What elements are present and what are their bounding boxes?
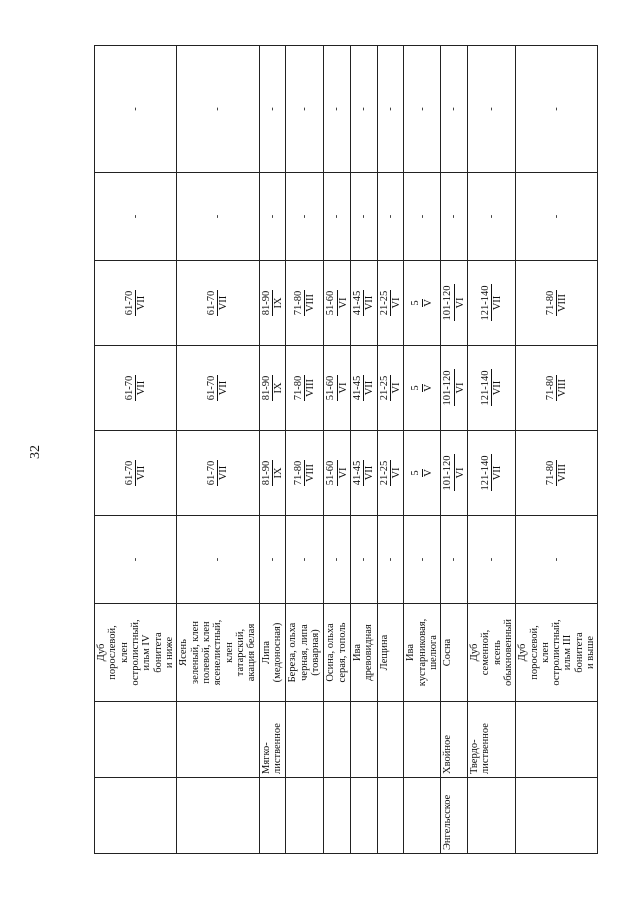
age-range: 71-80 bbox=[292, 290, 304, 316]
fraction bbox=[410, 383, 434, 393]
age-range: 5 bbox=[410, 300, 422, 306]
fraction bbox=[206, 375, 230, 402]
age-class-cell bbox=[324, 261, 351, 346]
age-class: VI bbox=[454, 467, 466, 479]
fraction bbox=[379, 290, 403, 317]
age-class-cell bbox=[177, 431, 259, 516]
value-cell: - bbox=[177, 516, 259, 604]
species-line: ясенелистный, bbox=[212, 619, 224, 686]
species-line: Лещина bbox=[378, 634, 390, 671]
fraction bbox=[442, 285, 466, 322]
age-class-cell bbox=[467, 431, 515, 516]
species-cell bbox=[177, 604, 259, 702]
fraction bbox=[293, 290, 317, 317]
economy-section-cell: Мягко-лиственное bbox=[259, 702, 286, 778]
species-line: ильм IV bbox=[141, 634, 153, 671]
species-line: Сосна bbox=[442, 638, 454, 667]
fraction bbox=[325, 290, 349, 317]
species-line: обыкновенный bbox=[502, 618, 514, 687]
age-range: 101-120 bbox=[442, 370, 454, 406]
age-class: VII bbox=[136, 465, 148, 481]
species-line: остролистный, bbox=[129, 619, 141, 686]
age-range: 81-90 bbox=[260, 460, 272, 486]
value-cell: - bbox=[324, 173, 351, 261]
forestry-cell bbox=[516, 778, 598, 854]
species-line: и выше bbox=[585, 636, 597, 670]
economy-section-cell bbox=[286, 702, 324, 778]
age-class-cell bbox=[177, 261, 259, 346]
economy-section-cell bbox=[350, 702, 377, 778]
species-line: полевой, клен bbox=[200, 621, 212, 684]
age-class: VII bbox=[218, 295, 230, 311]
age-class: IX bbox=[272, 297, 284, 309]
value-cell: - bbox=[286, 46, 324, 173]
age-range: 121-140 bbox=[479, 455, 491, 491]
age-range: 101-120 bbox=[442, 285, 454, 321]
age-class: VII bbox=[136, 295, 148, 311]
species-line: порослевой, bbox=[528, 625, 540, 680]
age-range: 61-70 bbox=[123, 375, 135, 401]
species-line: серая, тополь bbox=[336, 622, 348, 683]
age-range: 21-25 bbox=[378, 460, 390, 486]
age-class-cell bbox=[350, 346, 377, 431]
age-class: VII bbox=[492, 295, 504, 311]
forestry-cell bbox=[286, 778, 324, 854]
age-class-cell bbox=[286, 346, 324, 431]
species-line: остролистный, bbox=[551, 619, 563, 686]
fraction bbox=[261, 375, 285, 402]
value-cell: - bbox=[95, 173, 177, 261]
table-row bbox=[404, 46, 441, 854]
age-class-cell bbox=[377, 431, 404, 516]
species-line: порослевой, bbox=[107, 625, 119, 680]
age-range: 121-140 bbox=[479, 285, 491, 321]
age-class-cell bbox=[404, 346, 441, 431]
species-line: Дуб bbox=[96, 643, 107, 662]
species-line: Ясень bbox=[178, 639, 190, 666]
age-range: 81-90 bbox=[260, 375, 272, 401]
age-range: 61-70 bbox=[206, 460, 218, 486]
species-line: Дуб bbox=[517, 643, 529, 662]
forestry-cell bbox=[350, 778, 377, 854]
value-cell: - bbox=[350, 516, 377, 604]
fraction bbox=[410, 298, 434, 308]
value-cell: - bbox=[324, 516, 351, 604]
age-class-cell bbox=[516, 346, 598, 431]
age-class: VII bbox=[492, 380, 504, 396]
fraction bbox=[442, 370, 466, 407]
age-range: 71-80 bbox=[292, 375, 304, 401]
fraction bbox=[293, 375, 317, 402]
fraction bbox=[480, 285, 504, 322]
age-class: V bbox=[422, 469, 434, 477]
age-range: 101-120 bbox=[442, 455, 454, 491]
fraction bbox=[206, 290, 230, 317]
fraction bbox=[545, 375, 569, 402]
table-row bbox=[286, 46, 324, 854]
forestry-cell: Энгельсское bbox=[441, 778, 468, 854]
fraction bbox=[124, 290, 148, 317]
value-cell: - bbox=[350, 173, 377, 261]
age-class: VII bbox=[136, 380, 148, 396]
value-cell: - bbox=[286, 516, 324, 604]
age-class-cell bbox=[467, 261, 515, 346]
age-range: 61-70 bbox=[123, 290, 135, 316]
species-line: Осина, ольха bbox=[325, 623, 337, 682]
age-class-cell bbox=[259, 431, 286, 516]
value-cell: - bbox=[516, 173, 598, 261]
age-class: VI bbox=[390, 382, 402, 394]
age-class: VII bbox=[364, 295, 376, 311]
age-range: 51-60 bbox=[325, 375, 337, 401]
age-class-cell bbox=[516, 261, 598, 346]
age-class-cell bbox=[516, 431, 598, 516]
species-line: Ива bbox=[351, 643, 363, 662]
age-class: IX bbox=[272, 382, 284, 394]
age-class: VI bbox=[390, 297, 402, 309]
age-class-cell bbox=[286, 431, 324, 516]
age-range: 51-60 bbox=[325, 460, 337, 486]
economy-section-cell bbox=[324, 702, 351, 778]
age-class: VII bbox=[218, 380, 230, 396]
value-cell: - bbox=[177, 173, 259, 261]
value-cell: - bbox=[441, 173, 468, 261]
age-class-cell bbox=[286, 261, 324, 346]
age-class-cell bbox=[95, 261, 177, 346]
species-cell bbox=[404, 604, 441, 702]
fraction bbox=[379, 375, 403, 402]
species-cell bbox=[324, 604, 351, 702]
age-range: 41-45 bbox=[351, 460, 363, 486]
value-cell: - bbox=[516, 46, 598, 173]
age-class-cell bbox=[467, 346, 515, 431]
age-class-cell bbox=[441, 261, 468, 346]
value-cell: - bbox=[350, 46, 377, 173]
forestry-cell bbox=[324, 778, 351, 854]
species-line: акация белая bbox=[246, 623, 258, 682]
fraction bbox=[325, 375, 349, 402]
table-row bbox=[467, 46, 515, 854]
economy-section-cell bbox=[177, 702, 259, 778]
species-cell bbox=[350, 604, 377, 702]
age-class-cell bbox=[259, 261, 286, 346]
age-class: VI bbox=[390, 467, 402, 479]
table-row bbox=[177, 46, 259, 854]
economy-section-cell: Твердо-лиственное bbox=[467, 702, 515, 778]
species-line: зеленый, клен bbox=[189, 621, 201, 684]
age-range: 21-25 bbox=[378, 290, 390, 316]
value-cell: - bbox=[286, 173, 324, 261]
table-row bbox=[441, 46, 468, 854]
age-class: VIII bbox=[557, 463, 569, 483]
forestry-cell bbox=[377, 778, 404, 854]
age-class-cell bbox=[404, 261, 441, 346]
table-row bbox=[259, 46, 286, 854]
age-class: V bbox=[422, 384, 434, 392]
value-cell: - bbox=[259, 516, 286, 604]
fraction bbox=[545, 290, 569, 317]
species-line: (медоносная) bbox=[271, 622, 283, 683]
economy-section-cell bbox=[95, 702, 177, 778]
age-class-cell bbox=[177, 346, 259, 431]
species-line: бонитета bbox=[152, 632, 164, 673]
age-class: IX bbox=[272, 467, 284, 479]
value-cell: - bbox=[441, 516, 468, 604]
fraction bbox=[352, 290, 376, 317]
age-range: 81-90 bbox=[260, 290, 272, 316]
species-line: древовидная bbox=[363, 624, 375, 681]
fraction bbox=[124, 375, 148, 402]
age-class: VI bbox=[454, 297, 466, 309]
age-class: VIII bbox=[557, 378, 569, 398]
age-range: 41-45 bbox=[351, 290, 363, 316]
forestry-cell bbox=[404, 778, 441, 854]
fraction bbox=[352, 375, 376, 402]
table-row bbox=[324, 46, 351, 854]
age-range: 51-60 bbox=[325, 290, 337, 316]
species-line: семенной, bbox=[480, 629, 492, 676]
fraction bbox=[480, 370, 504, 407]
age-class: VII bbox=[218, 465, 230, 481]
age-class-cell bbox=[324, 431, 351, 516]
age-class-cell bbox=[377, 261, 404, 346]
fraction bbox=[545, 460, 569, 487]
value-cell: - bbox=[404, 173, 441, 261]
age-class-cell bbox=[259, 346, 286, 431]
age-range: 71-80 bbox=[544, 460, 556, 486]
fraction bbox=[293, 460, 317, 487]
value-cell: - bbox=[259, 46, 286, 173]
age-range: 41-45 bbox=[351, 375, 363, 401]
value-cell: - bbox=[95, 46, 177, 173]
value-cell: - bbox=[95, 516, 177, 604]
species-line: ильм III bbox=[562, 634, 574, 671]
age-class: VI bbox=[337, 467, 349, 479]
page-number: 32 bbox=[28, 445, 43, 459]
fraction bbox=[410, 468, 434, 478]
table-body bbox=[95, 46, 598, 854]
table-row bbox=[377, 46, 404, 854]
age-class: VI bbox=[337, 297, 349, 309]
species-line: Липа bbox=[260, 640, 272, 665]
age-class: VII bbox=[364, 380, 376, 396]
forestry-cell bbox=[259, 778, 286, 854]
forestry-cell bbox=[177, 778, 259, 854]
fraction bbox=[261, 460, 285, 487]
value-cell: - bbox=[259, 173, 286, 261]
table-canvas bbox=[94, 46, 597, 854]
species-line: ясень bbox=[491, 640, 503, 665]
age-range: 5 bbox=[410, 385, 422, 391]
age-range: 61-70 bbox=[206, 375, 218, 401]
age-range: 61-70 bbox=[123, 460, 135, 486]
age-class-cell bbox=[377, 346, 404, 431]
forest-age-table bbox=[94, 45, 598, 854]
fraction bbox=[124, 460, 148, 487]
value-cell: - bbox=[516, 516, 598, 604]
age-range: 71-80 bbox=[544, 290, 556, 316]
species-line: Ива bbox=[405, 643, 417, 662]
value-cell: - bbox=[467, 173, 515, 261]
fraction bbox=[261, 290, 285, 317]
value-cell: - bbox=[441, 46, 468, 173]
rotated-table-area bbox=[94, 46, 597, 854]
age-class-cell bbox=[350, 431, 377, 516]
value-cell: - bbox=[467, 516, 515, 604]
age-class-cell bbox=[350, 261, 377, 346]
table-row bbox=[350, 46, 377, 854]
value-cell: - bbox=[324, 46, 351, 173]
forestry-cell bbox=[467, 778, 515, 854]
age-class: VII bbox=[492, 465, 504, 481]
value-cell: - bbox=[404, 46, 441, 173]
species-line: черная, липа bbox=[298, 624, 310, 681]
value-cell: - bbox=[377, 516, 404, 604]
species-line: и ниже bbox=[163, 636, 175, 669]
value-cell: - bbox=[404, 516, 441, 604]
species-line: клен bbox=[539, 642, 551, 663]
age-class: VIII bbox=[305, 293, 317, 313]
species-line: клен bbox=[118, 642, 130, 663]
age-class: VIII bbox=[557, 293, 569, 313]
species-cell bbox=[516, 604, 598, 702]
economy-section-cell: Хвойное bbox=[441, 702, 468, 778]
age-range: 5 bbox=[410, 470, 422, 476]
age-range: 71-80 bbox=[292, 460, 304, 486]
age-class: V bbox=[422, 299, 434, 307]
table-row bbox=[95, 46, 177, 854]
age-class-cell bbox=[404, 431, 441, 516]
age-class-cell bbox=[441, 346, 468, 431]
economy-section-cell bbox=[404, 702, 441, 778]
fraction bbox=[442, 455, 466, 492]
age-class-cell bbox=[324, 346, 351, 431]
fraction bbox=[379, 460, 403, 487]
species-cell bbox=[95, 604, 177, 702]
age-range: 121-140 bbox=[479, 370, 491, 406]
value-cell: - bbox=[377, 173, 404, 261]
species-cell bbox=[286, 604, 324, 702]
species-line: Дуб bbox=[468, 643, 480, 662]
forestry-cell bbox=[95, 778, 177, 854]
age-class: VI bbox=[454, 382, 466, 394]
species-line: бонитета bbox=[573, 632, 585, 673]
age-class: VIII bbox=[305, 378, 317, 398]
species-line: Береза, ольха bbox=[287, 622, 299, 683]
species-cell bbox=[259, 604, 286, 702]
table-row bbox=[516, 46, 598, 854]
species-line: татарский, bbox=[234, 628, 246, 677]
species-line: кустарниковая, bbox=[416, 618, 428, 687]
fraction bbox=[325, 460, 349, 487]
age-class-cell bbox=[95, 346, 177, 431]
species-line: шелюга bbox=[427, 635, 439, 670]
value-cell: - bbox=[377, 46, 404, 173]
age-class-cell bbox=[95, 431, 177, 516]
species-line: (товарная) bbox=[309, 629, 321, 676]
fraction bbox=[206, 460, 230, 487]
value-cell: - bbox=[177, 46, 259, 173]
age-class: VIII bbox=[305, 463, 317, 483]
value-cell: - bbox=[467, 46, 515, 173]
age-range: 21-25 bbox=[378, 375, 390, 401]
fraction bbox=[480, 455, 504, 492]
economy-section-cell bbox=[377, 702, 404, 778]
species-cell bbox=[467, 604, 515, 702]
age-class-cell bbox=[441, 431, 468, 516]
age-class: VII bbox=[364, 465, 376, 481]
age-range: 61-70 bbox=[206, 290, 218, 316]
age-class: VI bbox=[337, 382, 349, 394]
age-range: 71-80 bbox=[544, 375, 556, 401]
species-cell bbox=[377, 604, 404, 702]
economy-section-cell bbox=[516, 702, 598, 778]
species-line: клен bbox=[223, 642, 235, 663]
fraction bbox=[352, 460, 376, 487]
species-cell bbox=[441, 604, 468, 702]
